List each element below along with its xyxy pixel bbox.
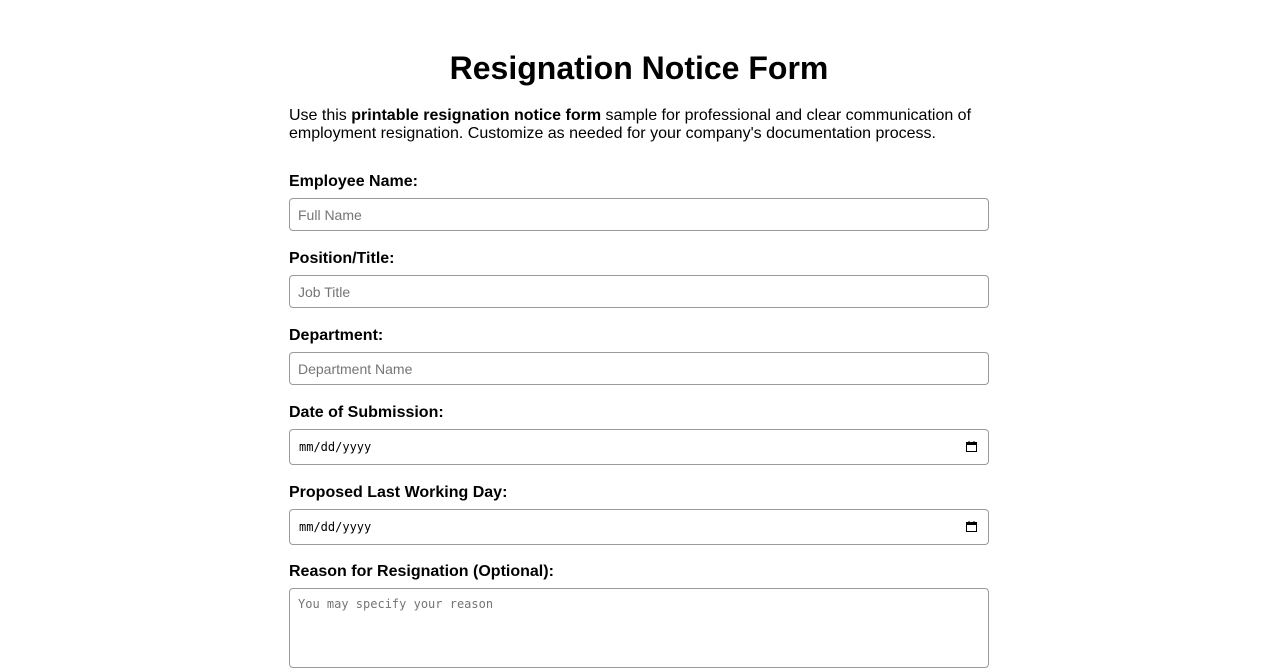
employee-name-input[interactable] <box>289 198 989 231</box>
page-title: Resignation Notice Form <box>449 50 829 86</box>
last-working-day-label: Proposed Last Working Day: <box>289 484 508 501</box>
date-submission-label: Date of Submission: <box>289 404 444 421</box>
date-submission-input[interactable] <box>289 429 989 465</box>
reason-label: Reason for Resignation (Optional): <box>289 563 554 580</box>
calendar-icon[interactable] <box>966 521 977 532</box>
reason-textarea[interactable] <box>289 588 989 668</box>
employee-name-label: Employee Name: <box>289 173 418 190</box>
intro-suffix: sample for professional and clear communication of employment resignation. Customize as needed for your company's documentation process. <box>289 107 972 142</box>
intro-bold: printable resignation notice form <box>351 107 602 124</box>
intro-text <box>289 107 989 143</box>
last-working-day-value: mm/dd/yyyy <box>299 520 372 534</box>
position-title-input[interactable] <box>289 275 989 308</box>
date-submission-value: mm/dd/yyyy <box>299 440 372 454</box>
department-input[interactable] <box>289 352 989 385</box>
position-title-label: Position/Title: <box>289 250 395 267</box>
last-working-day-input[interactable] <box>289 509 989 545</box>
calendar-icon[interactable] <box>966 441 977 452</box>
department-label: Department: <box>289 327 384 344</box>
intro-prefix: Use this <box>289 107 352 124</box>
